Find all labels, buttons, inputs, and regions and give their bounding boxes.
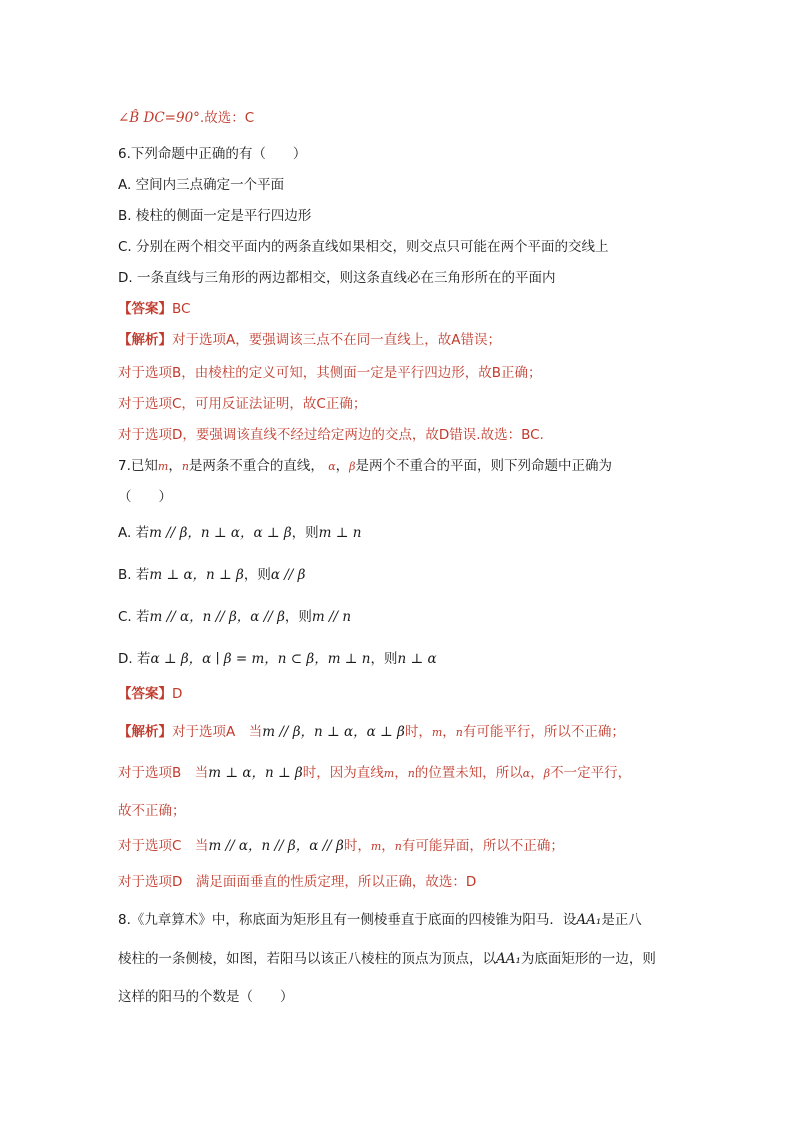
analysis-text: 对于选项C 当	[118, 838, 209, 854]
answer-tag: 【答案】	[118, 686, 172, 702]
q7-option-d	[118, 650, 437, 668]
comma: ，	[530, 765, 544, 781]
q6-answer	[118, 300, 190, 318]
analysis-text: 的位置未知，所以	[414, 765, 523, 781]
q8-line-3: 这样的阳马的个数是（ ）	[118, 989, 294, 1005]
analysis-tag: 【解析】	[118, 332, 172, 348]
option-condition: m ⊥ α，n ⊥ β	[149, 567, 244, 583]
analysis-text: 时，因为直线	[302, 765, 384, 781]
choose-text: .故选：C	[199, 110, 255, 126]
q8-line-2	[118, 950, 656, 968]
comma: ，	[168, 458, 182, 474]
q8-text: 为底面矩形的一边，则	[520, 951, 656, 967]
comma: ，	[442, 724, 456, 740]
option-condition: m // β，n ⊥ α，α ⊥ β	[149, 525, 292, 541]
analysis-text: 有可能平行，所以不正确；	[462, 724, 625, 740]
option-prefix: A. 若	[118, 525, 150, 541]
comma: ，	[335, 458, 350, 474]
q6-analysis-3: 对于选项C，可用反证法证明，故C正确；	[118, 396, 367, 412]
analysis-text: 对于选项B 当	[118, 765, 209, 781]
analysis-text: 对于选项A，要强调该三点不在同一直线上，故A错误；	[172, 332, 501, 348]
edge-aa1: AA₁	[496, 951, 521, 967]
q7-option-a	[118, 524, 361, 542]
q8-line-1	[118, 911, 642, 929]
var-alpha: α	[522, 767, 531, 780]
analysis-text: 不一定平行，	[550, 765, 632, 781]
var-m: m	[157, 460, 169, 473]
option-prefix: D. 若	[118, 651, 151, 667]
q7-option-c	[118, 608, 351, 626]
analysis-text: 时，	[404, 724, 432, 740]
option-result: α // β	[270, 567, 306, 583]
q7-analysis-1	[118, 723, 625, 742]
q7-analysis-3	[118, 837, 564, 856]
option-prefix: B. 若	[118, 567, 150, 583]
option-result: m // n	[311, 609, 352, 625]
edge-aa1: AA₁	[576, 912, 602, 928]
var-m: m	[383, 767, 395, 780]
q8-text: 棱柱的一条侧棱，如图，若阳马以该正八棱柱的顶点为顶点，以	[118, 951, 496, 967]
analysis-tag: 【解析】	[118, 724, 172, 740]
var-m: m	[431, 726, 443, 739]
q7-analysis-2	[118, 764, 631, 783]
q6-analysis-2: 对于选项B，由棱柱的定义可知，其侧面一定是平行四边形，故B正确；	[118, 365, 542, 381]
q8-text: 是正八	[601, 912, 642, 928]
option-condition: α ⊥ β，α ∣ β = m，n ⊂ β，m ⊥ n	[150, 651, 371, 667]
var-n: n	[455, 726, 463, 739]
option-prefix: C. 若	[118, 609, 150, 625]
q7-answer	[118, 685, 182, 703]
q7-analysis-2-cont: 故不正确；	[118, 803, 186, 819]
analysis-condition: m ⊥ α，n ⊥ β	[208, 765, 303, 781]
var-n: n	[394, 840, 402, 853]
q6-analysis-4: 对于选项D，要强调该直线不经过给定两边的交点，故D错误.故选：BC.	[118, 427, 544, 443]
q8-text: 8.《九章算术》中，称底面为矩形且有一侧棱垂直于底面的四棱锥为阳马．设	[118, 912, 577, 928]
var-beta: β	[349, 460, 356, 473]
comma: ，	[394, 765, 408, 781]
answer-tag: 【答案】	[118, 301, 172, 317]
then-text: ，则	[243, 567, 271, 583]
angle-expression: ∠B̂ DC=90°	[118, 110, 200, 126]
q7-paren: （ ）	[118, 489, 172, 505]
q7-stem-start: 7.已知	[118, 458, 158, 474]
var-beta: β	[543, 767, 551, 780]
q6-option-c: C. 分别在两个相交平面内的两条直线如果相交，则交点只可能在两个平面的交线上	[118, 239, 609, 255]
q7-analysis-4: 对于选项D 满足面面垂直的性质定理，所以正确，故选：D	[118, 874, 477, 890]
var-alpha: α	[328, 460, 336, 473]
q7-stem	[118, 457, 612, 476]
q6-stem: 6.下列命题中正确的有（ ）	[118, 146, 307, 162]
option-condition: m // α，n // β，α // β	[149, 609, 285, 625]
analysis-text: 对于选项A 当	[172, 724, 263, 740]
q7-stem-mid: 是两条不重合的直线，	[188, 458, 324, 474]
var-n: n	[407, 767, 415, 780]
option-result: n ⊥ α	[397, 651, 437, 667]
q7-option-b	[118, 566, 305, 584]
answer-value: BC	[172, 301, 191, 317]
analysis-condition: m // β，n ⊥ α，α ⊥ β	[262, 724, 405, 740]
then-text: ，则	[370, 651, 398, 667]
q7-stem-end: 是两个不重合的平面，则下列命题中正确为	[355, 458, 613, 474]
var-m: m	[370, 840, 382, 853]
q6-analysis-1	[118, 331, 501, 349]
prev-answer-line	[118, 109, 254, 127]
answer-value: D	[172, 686, 183, 702]
var-n: n	[181, 460, 189, 473]
analysis-text: 时，	[343, 838, 371, 854]
comma: ，	[381, 838, 395, 854]
q6-option-a: A. 空间内三点确定一个平面	[118, 177, 285, 193]
analysis-condition: m // α，n // β，α // β	[208, 838, 344, 854]
analysis-text: 有可能异面，所以不正确；	[401, 838, 564, 854]
q6-option-b: B. 棱柱的侧面一定是平行四边形	[118, 208, 312, 224]
then-text: ，则	[284, 609, 312, 625]
then-text: ，则	[291, 525, 319, 541]
q6-option-d: D. 一条直线与三角形的两边都相交，则这条直线必在三角形所在的平面内	[118, 270, 556, 286]
option-result: m ⊥ n	[318, 525, 362, 541]
